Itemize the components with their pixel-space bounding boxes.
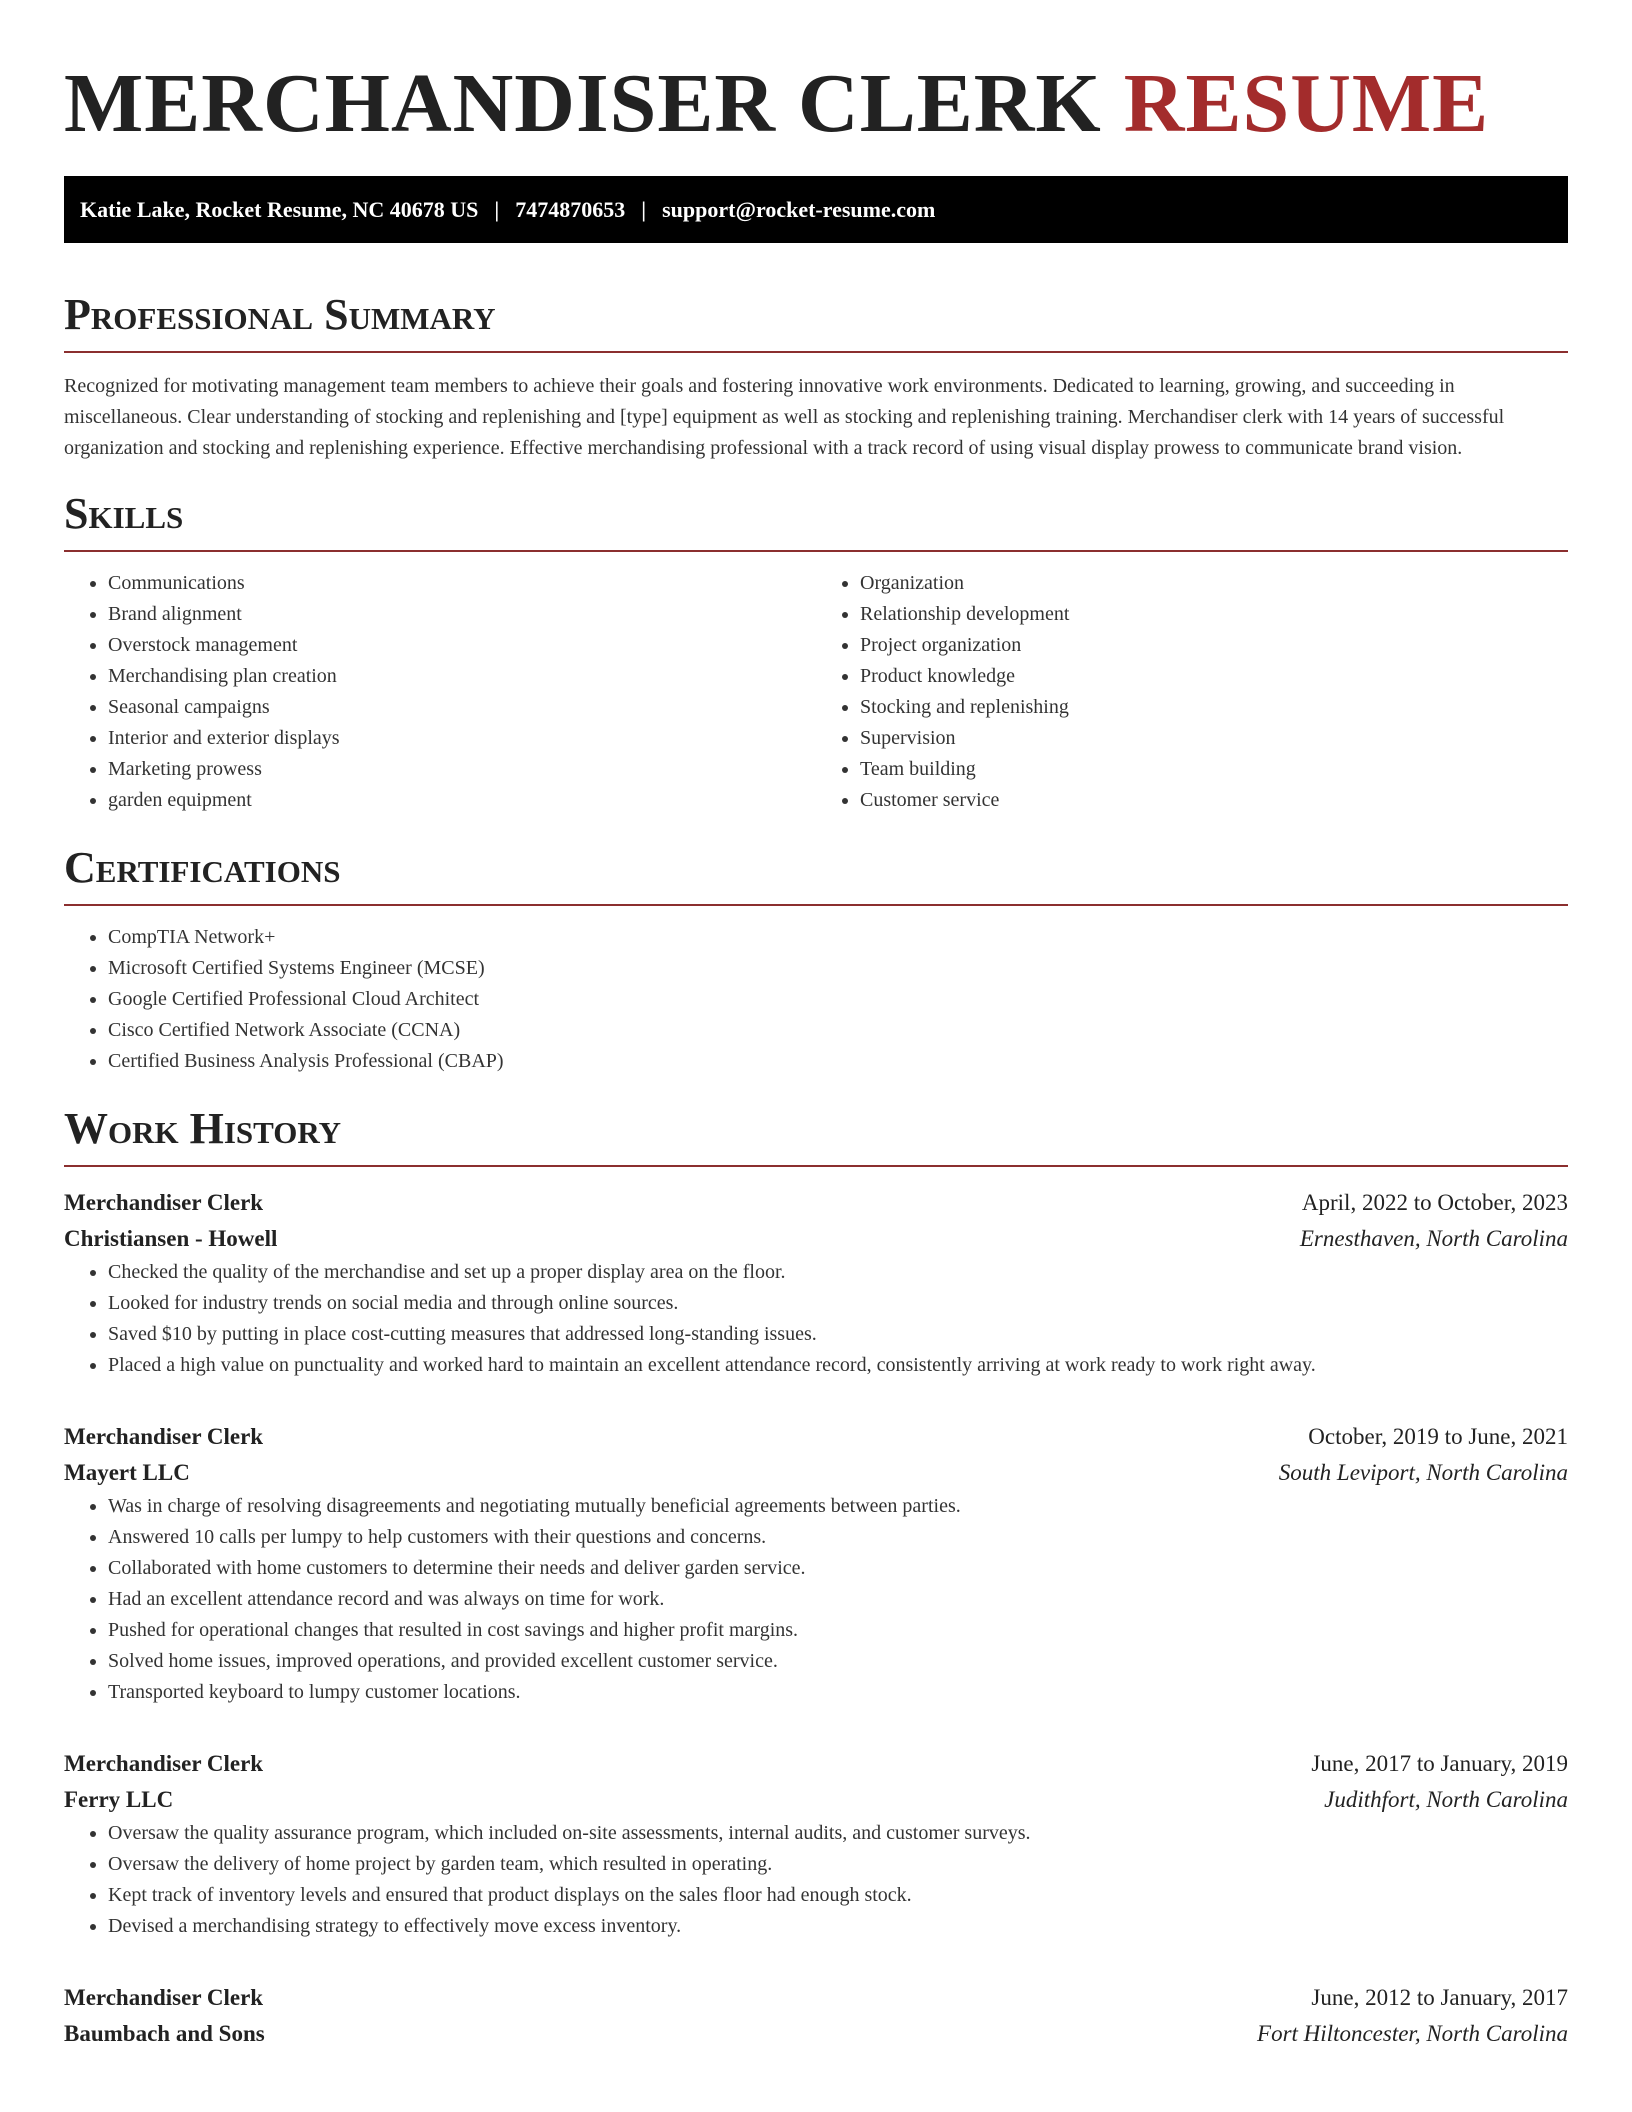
job-title: Merchandiser Clerk <box>64 1985 264 2010</box>
skill-item: • garden equipment <box>108 785 816 816</box>
certification-item: • Microsoft Certified Systems Engineer (MCSE) <box>108 953 1568 984</box>
contact-separator: | <box>641 196 647 222</box>
certification-item: • Cisco Certified Network Associate (CCNA) <box>108 1015 1568 1046</box>
skill-item: • Stocking and replenishing <box>860 692 1568 723</box>
skill-item: • Customer service <box>860 785 1568 816</box>
skills-heading: Skills <box>64 489 184 538</box>
job-company-row <box>64 1221 1568 1257</box>
job-title: Merchandiser Clerk <box>64 1190 264 1215</box>
job-location: Fort Hiltoncester, North Carolina <box>1257 2021 1568 2046</box>
job-duty-item: • Oversaw the quality assurance program, which included on-site assessments, internal audits, and customer surveys. <box>108 1818 1568 1849</box>
skill-item: • Interior and exterior displays <box>108 723 816 754</box>
job-header-row <box>64 1419 1568 1455</box>
job-duty-item: • Solved home issues, improved operations, and provided excellent customer service. <box>108 1646 1568 1677</box>
skill-item: • Overstock management <box>108 630 816 661</box>
contact-bar <box>64 176 1568 243</box>
title-main: MERCHANDISER CLERK <box>64 57 1102 150</box>
job-entry <box>64 1185 1568 1381</box>
job-company: Ferry LLC <box>64 1787 174 1812</box>
summary-text: Recognized for motivating management team members to achieve their goals and fostering innovative work environments. Dedicated to learning, growing, and succeeding in miscellaneous. Clear understanding of stocking and replenishing and [type] equipment as well as stocking and replenishing training. Merchandiser clerk with 14 years of successful organization and stocking and replenishing experience. Effective merchandising professional with a track record of using visual display prowess to communicate brand vision. <box>64 375 1505 459</box>
job-title: Merchandiser Clerk <box>64 1424 264 1449</box>
title-accent: RESUME <box>1123 57 1490 150</box>
skill-item: • Communications <box>108 568 816 599</box>
summary-section <box>64 287 1568 464</box>
skills-section <box>64 486 1568 816</box>
skill-item: • Brand alignment <box>108 599 816 630</box>
job-header-row <box>64 1980 1568 2016</box>
skill-item: • Merchandising plan creation <box>108 661 816 692</box>
certification-item: • Certified Business Analysis Professional (CBAP) <box>108 1046 1568 1077</box>
job-header-row <box>64 1185 1568 1221</box>
job-duty-item: • Kept track of inventory levels and ensured that product displays on the sales floor had enough stock. <box>108 1880 1568 1911</box>
job-dates: April, 2022 to October, 2023 <box>1301 1190 1568 1215</box>
job-location: South Leviport, North Carolina <box>1278 1460 1568 1485</box>
job-duty-item: • Was in charge of resolving disagreements and negotiating mutually beneficial agreements between parties. <box>108 1491 1568 1522</box>
section-divider <box>64 351 1568 353</box>
jobs-list <box>64 1185 1568 2052</box>
skills-list-right <box>816 568 1568 816</box>
job-title: Merchandiser Clerk <box>64 1751 264 1776</box>
certifications-list <box>64 922 1568 1077</box>
job-duty-item: • Transported keyboard to lumpy customer locations. <box>108 1677 1568 1708</box>
certification-item: • Google Certified Professional Cloud Architect <box>108 984 1568 1015</box>
contact-phone: 7474870653 <box>515 196 626 222</box>
job-duty-item: • Devised a merchandising strategy to effectively move excess inventory. <box>108 1911 1568 1942</box>
job-dates: June, 2017 to January, 2019 <box>1311 1751 1568 1776</box>
skill-item: • Seasonal campaigns <box>108 692 816 723</box>
job-duty-item: • Oversaw the delivery of home project by garden team, which resulted in operating. <box>108 1849 1568 1880</box>
job-location: Ernesthaven, North Carolina <box>1299 1226 1568 1251</box>
job-dates: June, 2012 to January, 2017 <box>1311 1985 1568 2010</box>
skill-item: • Product knowledge <box>860 661 1568 692</box>
certifications-heading: Certifications <box>64 843 341 892</box>
job-company: Mayert LLC <box>64 1460 190 1485</box>
job-duties-list <box>64 1491 1568 1708</box>
skill-item: • Team building <box>860 754 1568 785</box>
job-duty-item: • Checked the quality of the merchandise and set up a proper display area on the floor. <box>108 1257 1568 1288</box>
job-duty-item: • Answered 10 calls per lumpy to help customers with their questions and concerns. <box>108 1522 1568 1553</box>
skills-list-left <box>64 568 816 816</box>
section-divider <box>64 550 1568 552</box>
skills-columns <box>64 568 1568 816</box>
job-duty-item: • Collaborated with home customers to determine their needs and deliver garden service. <box>108 1553 1568 1584</box>
certification-item: • CompTIA Network+ <box>108 922 1568 953</box>
certifications-section <box>64 840 1568 1077</box>
skill-item: • Organization <box>860 568 1568 599</box>
job-company-row <box>64 2016 1568 2052</box>
job-company-row <box>64 1455 1568 1491</box>
job-company-row <box>64 1782 1568 1818</box>
contact-separator: | <box>494 196 500 222</box>
section-divider <box>64 1165 1568 1167</box>
job-entry <box>64 1419 1568 1708</box>
resume-content <box>64 0 1568 2052</box>
job-duty-item: • Had an excellent attendance record and was always on time for work. <box>108 1584 1568 1615</box>
job-entry <box>64 1746 1568 1942</box>
contact-email: support@rocket-resume.com <box>662 196 936 222</box>
job-duties-list <box>64 1818 1568 1942</box>
job-entry <box>64 1980 1568 2052</box>
job-location: Judithfort, North Carolina <box>1324 1787 1568 1812</box>
job-duty-item: • Pushed for operational changes that resulted in cost savings and higher profit margins. <box>108 1615 1568 1646</box>
job-duties-list <box>64 1257 1568 1381</box>
work-history-heading: Work History <box>64 1104 342 1153</box>
section-divider <box>64 904 1568 906</box>
job-company: Baumbach and Sons <box>64 2021 265 2046</box>
work-history-section <box>64 1101 1568 2052</box>
contact-address: Katie Lake, Rocket Resume, NC 40678 US <box>80 196 479 222</box>
job-duty-item: • Looked for industry trends on social media and through online sources. <box>108 1288 1568 1319</box>
job-header-row <box>64 1746 1568 1782</box>
skill-item: • Project organization <box>860 630 1568 661</box>
job-company: Christiansen - Howell <box>64 1226 278 1251</box>
resume-title <box>64 56 1568 166</box>
job-dates: October, 2019 to June, 2021 <box>1308 1424 1568 1449</box>
skill-item: • Supervision <box>860 723 1568 754</box>
skill-item: • Relationship development <box>860 599 1568 630</box>
job-duty-item: • Saved $10 by putting in place cost-cutting measures that addressed long-standing issues. <box>108 1319 1568 1350</box>
skill-item: • Marketing prowess <box>108 754 816 785</box>
job-duty-item: • Placed a high value on punctuality and worked hard to maintain an excellent attendance record, consistently arriving at work ready to work right away. <box>108 1350 1568 1381</box>
summary-heading: Professional Summary <box>64 290 496 339</box>
